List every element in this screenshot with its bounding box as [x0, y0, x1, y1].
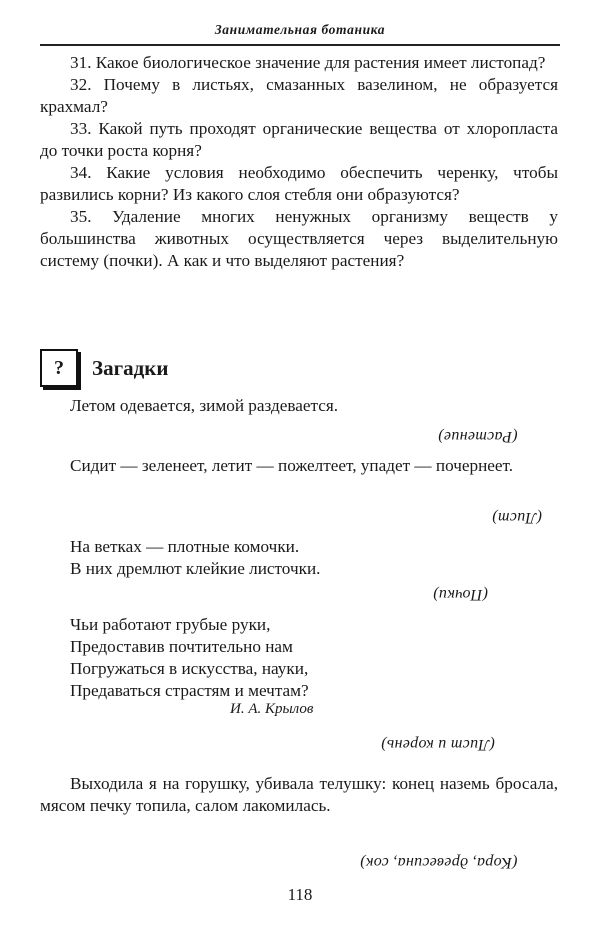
riddle-2-answer: (Лист) [492, 509, 542, 526]
riddle-line: Предоставив почтительно нам [70, 637, 293, 656]
riddle-4-author: И. А. Крылов [230, 701, 314, 717]
questions-list [40, 52, 558, 272]
riddle-5 [40, 773, 558, 817]
riddle-line: Летом одевается, зимой раздевается. [70, 396, 339, 415]
question-33: 33. Какой путь проходят органические вещества от хлоропласта до точки роста корня? [40, 119, 558, 160]
riddle-3 [40, 536, 558, 580]
section-heading [40, 346, 168, 390]
riddle-line: Чьи работают грубые руки, [70, 615, 271, 634]
riddle-3-answer: (Почки) [433, 586, 489, 603]
riddle-line: В них дремлют клейкие листочки. [70, 559, 321, 578]
riddle-line: Погружаться в искусства, науки, [70, 659, 309, 678]
riddle-4 [40, 614, 558, 702]
riddle-5-answer: (Кора, древесина, сок) [360, 854, 518, 871]
riddle-line: Предаваться страстям и мечтам? [70, 681, 309, 700]
riddle-line: На ветках — плотные комочки. [70, 537, 300, 556]
running-head: Занимательная ботаника [214, 22, 386, 37]
question-34: 34. Какие условия необходимо обеспечить черенку, чтобы развились корни? Из какого слоя стебля они образуются? [40, 163, 558, 204]
riddle-4-answer: (Лист и корень) [381, 736, 495, 753]
question-31: 31. Какое биологическое значение для растения имеет листопад? [70, 53, 546, 72]
question-32: 32. Почему в листьях, смазанных вазелином, не образуется крахмал? [40, 75, 558, 116]
riddle-line: Выходила я на горушку, убивала телушку: конец наземь бросала, мясом печку топила, салом лакомилась. [40, 774, 558, 815]
riddle-1 [40, 395, 558, 417]
page-number: 118 [287, 885, 313, 904]
riddle-2 [40, 455, 558, 477]
question-mark-box-icon: ? [40, 349, 78, 387]
riddle-1-answer: (Растение) [438, 428, 518, 445]
header-rule [40, 44, 560, 46]
section-title: Загадки [92, 355, 169, 380]
question-35: 35. Удаление многих ненужных организму веществ у большинства животных осуществляется через выделительную систему (почки). А как и что выделяют растения? [40, 207, 558, 270]
riddle-line: Сидит — зеленеет, летит — пожелтеет, упадет — почернеет. [70, 456, 514, 475]
